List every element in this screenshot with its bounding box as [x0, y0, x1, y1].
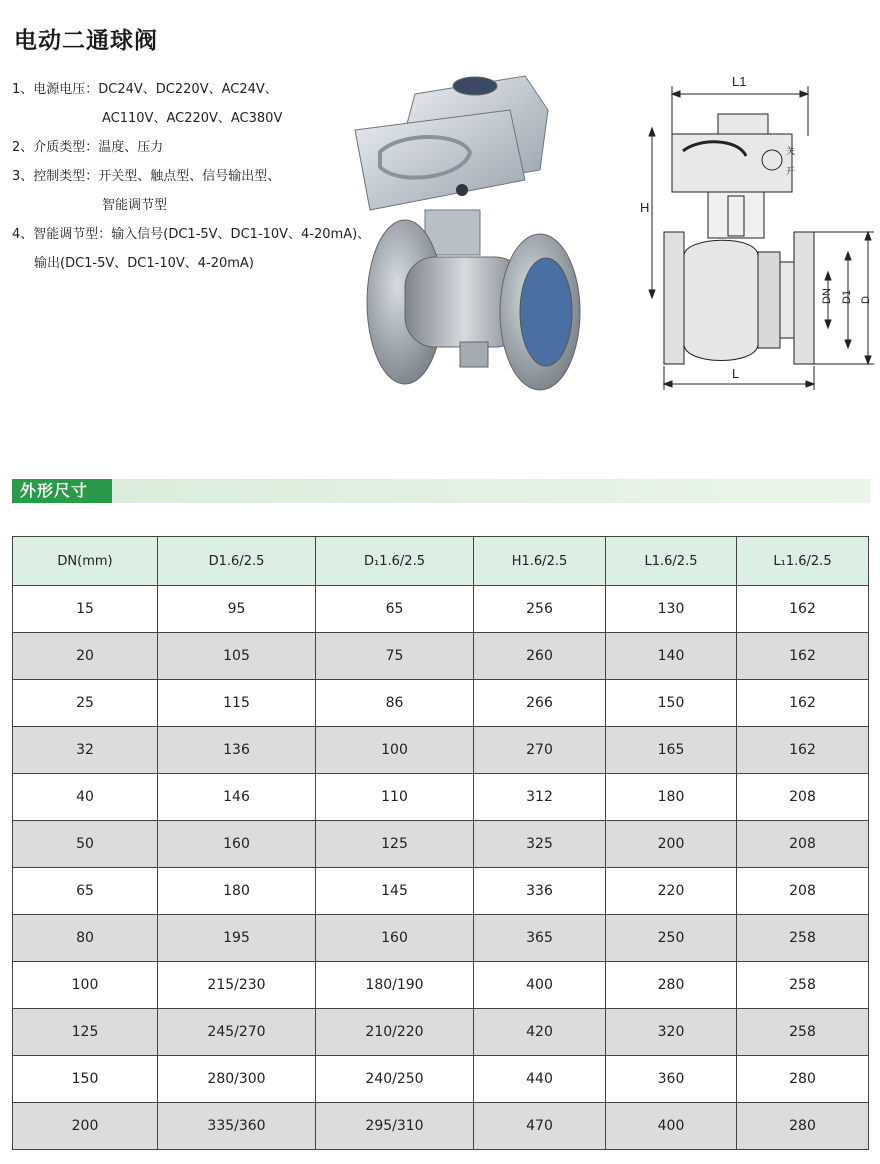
cell-dn: 32 — [13, 727, 158, 774]
cell-l1: 162 — [737, 633, 869, 680]
spec-line-medium: 2、介质类型：温度、压力 — [12, 140, 164, 155]
cell-l: 150 — [606, 680, 737, 727]
cell-l1: 208 — [737, 868, 869, 915]
header-h: H1.6/2.5 — [474, 537, 606, 586]
cell-l1: 258 — [737, 915, 869, 962]
spec-line-control: 3、控制类型：开关型、触点型、信号输出型、 — [12, 169, 281, 184]
section-bar — [12, 479, 870, 503]
cell-dn: 20 — [13, 633, 158, 680]
cell-l: 140 — [606, 633, 737, 680]
cell-d: 160 — [158, 821, 316, 868]
cell-h: 270 — [474, 727, 606, 774]
cell-dn: 50 — [13, 821, 158, 868]
table-header-row — [13, 537, 869, 586]
cell-l: 400 — [606, 1103, 737, 1150]
cell-d: 195 — [158, 915, 316, 962]
cell-h: 470 — [474, 1103, 606, 1150]
cell-d1: 86 — [316, 680, 474, 727]
table-row — [13, 586, 869, 633]
cell-d: 245/270 — [158, 1009, 316, 1056]
cell-h: 365 — [474, 915, 606, 962]
cell-d1: 160 — [316, 915, 474, 962]
spec-line-control-cont: 智能调节型 — [102, 198, 168, 213]
cell-l: 180 — [606, 774, 737, 821]
cell-d1: 125 — [316, 821, 474, 868]
cell-l: 130 — [606, 586, 737, 633]
cell-d1: 145 — [316, 868, 474, 915]
cell-l: 280 — [606, 962, 737, 1009]
cell-dn: 200 — [13, 1103, 158, 1150]
cell-d: 105 — [158, 633, 316, 680]
cell-dn: 15 — [13, 586, 158, 633]
table-row — [13, 633, 869, 680]
header-l1: L₁1.6/2.5 — [737, 537, 869, 586]
label-l1: L1 — [732, 74, 747, 89]
label-l: L — [732, 366, 740, 381]
label-d1: D1 — [841, 289, 853, 304]
cell-l1: 208 — [737, 821, 869, 868]
cell-l1: 162 — [737, 680, 869, 727]
header-dn: DN(mm) — [13, 537, 158, 586]
cell-l1: 162 — [737, 586, 869, 633]
cell-h: 400 — [474, 962, 606, 1009]
cell-l: 165 — [606, 727, 737, 774]
header-l: L1.6/2.5 — [606, 537, 737, 586]
cell-d: 115 — [158, 680, 316, 727]
table-row — [13, 915, 869, 962]
cell-l1: 280 — [737, 1056, 869, 1103]
header-d: D1.6/2.5 — [158, 537, 316, 586]
cell-dn: 65 — [13, 868, 158, 915]
cell-l: 200 — [606, 821, 737, 868]
table-row — [13, 774, 869, 821]
cell-dn: 40 — [13, 774, 158, 821]
cell-d: 335/360 — [158, 1103, 316, 1150]
table-row — [13, 1056, 869, 1103]
spec-line-smart: 4、智能调节型：输入信号(DC1-5V、DC1-10V、4-20mA)、 — [12, 227, 371, 242]
dimension-drawing — [628, 66, 878, 396]
cell-h: 312 — [474, 774, 606, 821]
cell-d: 146 — [158, 774, 316, 821]
label-h: H — [640, 200, 650, 215]
table-row — [13, 821, 869, 868]
cell-d: 180 — [158, 868, 316, 915]
cell-dn: 80 — [13, 915, 158, 962]
cell-h: 336 — [474, 868, 606, 915]
cell-l: 220 — [606, 868, 737, 915]
valve-photo — [350, 72, 590, 397]
table-row — [13, 1103, 869, 1150]
cell-h: 266 — [474, 680, 606, 727]
label-d: D — [860, 296, 872, 304]
spec-line-voltage-cont: AC110V、AC220V、AC380V — [102, 111, 283, 126]
cell-l: 320 — [606, 1009, 737, 1056]
cell-l: 360 — [606, 1056, 737, 1103]
label-close: 关 — [786, 147, 796, 157]
section-title: 外形尺寸 — [12, 479, 112, 503]
cell-d1: 100 — [316, 727, 474, 774]
table-row — [13, 868, 869, 915]
cell-d1: 65 — [316, 586, 474, 633]
label-open: 开 — [786, 167, 796, 177]
cell-d1: 210/220 — [316, 1009, 474, 1056]
cell-h: 325 — [474, 821, 606, 868]
cell-h: 420 — [474, 1009, 606, 1056]
cell-d: 215/230 — [158, 962, 316, 1009]
cell-d: 280/300 — [158, 1056, 316, 1103]
cell-dn: 150 — [13, 1056, 158, 1103]
cell-d1: 295/310 — [316, 1103, 474, 1150]
page-title: 电动二通球阀 — [14, 28, 158, 54]
cell-l: 250 — [606, 915, 737, 962]
cell-d1: 240/250 — [316, 1056, 474, 1103]
cell-h: 260 — [474, 633, 606, 680]
cell-d1: 110 — [316, 774, 474, 821]
cell-l1: 162 — [737, 727, 869, 774]
table-row — [13, 962, 869, 1009]
cell-d: 136 — [158, 727, 316, 774]
cell-l1: 280 — [737, 1103, 869, 1150]
cell-d1: 75 — [316, 633, 474, 680]
spec-line-voltage: 1、电源电压：DC24V、DC220V、AC24V、 — [12, 82, 278, 97]
table-row — [13, 727, 869, 774]
cell-dn: 25 — [13, 680, 158, 727]
cell-h: 440 — [474, 1056, 606, 1103]
cell-l1: 258 — [737, 1009, 869, 1056]
header-d1: D₁1.6/2.5 — [316, 537, 474, 586]
cell-d1: 180/190 — [316, 962, 474, 1009]
cell-dn: 100 — [13, 962, 158, 1009]
label-dn: DN — [821, 288, 833, 304]
table-row — [13, 680, 869, 727]
dimension-table — [12, 536, 869, 1150]
spec-line-smart-cont: 输出(DC1-5V、DC1-10V、4-20mA) — [34, 256, 254, 271]
table-row — [13, 1009, 869, 1056]
cell-dn: 125 — [13, 1009, 158, 1056]
cell-l1: 258 — [737, 962, 869, 1009]
cell-d: 95 — [158, 586, 316, 633]
cell-l1: 208 — [737, 774, 869, 821]
cell-h: 256 — [474, 586, 606, 633]
